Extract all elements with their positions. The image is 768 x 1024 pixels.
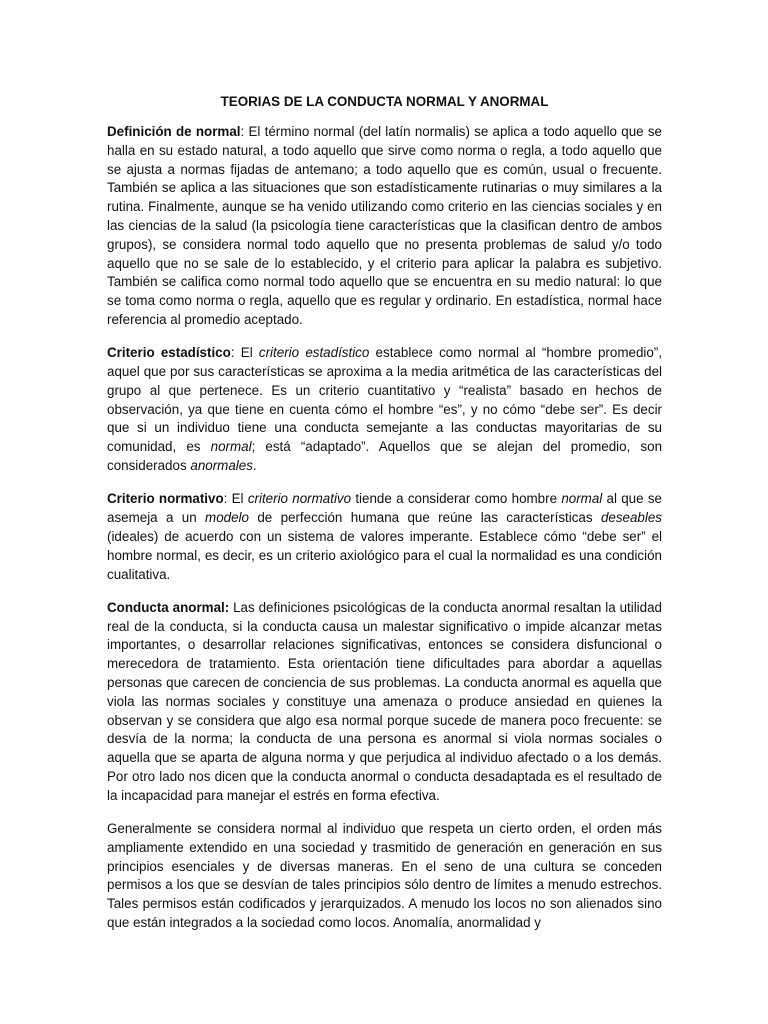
italic-term: normal xyxy=(561,491,603,507)
text-conducta-anormal: Las definiciones psicológicas de la conducta anormal resaltan la utilidad real de la conducta, si la conducta causa un malestar significativo o impide alcanzar metas importantes, o desarrollar relaciones significativas, entonces se considera disfuncional o merecedora de tratamiento. Esta orientación tiene dificultades para abordar a aquellas personas que carecen de conciencia de sus problemas. La conducta anormal es aquella que viola las normas sociales y constituye una amenaza o produce ansiedad en quienes la observan y se considera que algo esa normal porque sucede de manera poco frecuente: se desvía de la norma; la conducta de una persona es anormal si viola normas sociales o aquella que se aparta de alguna norma y que perjudica al individuo afectado o a los demás. Por otro lado nos dicen que la conducta anormal o conducta desadaptada es el resultado de la incapacidad para manejar el estrés en forma efectiva. xyxy=(107,599,662,803)
heading-criterio-normativo: Criterio normativo xyxy=(107,491,224,507)
italic-term: deseables xyxy=(600,510,663,526)
text-segment: . xyxy=(252,458,257,474)
text-segment: : El xyxy=(230,345,259,361)
text-segment: : El xyxy=(223,491,248,507)
heading-definicion-normal: Definición de normal xyxy=(107,124,241,139)
paragraph-generalmente xyxy=(107,820,662,933)
text-segment: (ideales) de acuerdo con un sistema de valores imperante. Establece cómo “debe ser” el hombre normal, es decir, es un criterio axiológico para el cual la normalidad es una condición cualitativa. xyxy=(107,528,662,582)
italic-term: anormales xyxy=(190,458,253,474)
text-segment: ; está “adaptado”. Aquellos que se alejan del promedio, son considerados xyxy=(107,439,663,474)
text-segment: tiende a considerar como hombre xyxy=(351,491,562,507)
italic-term: modelo xyxy=(205,510,249,526)
heading-conducta-anormal: Conducta anormal: xyxy=(107,599,230,615)
italic-term: normal xyxy=(210,439,252,455)
paragraph-criterio-estadistico xyxy=(107,344,662,476)
paragraph-definicion-normal xyxy=(107,123,662,330)
document-title: TEORIAS DE LA CONDUCTA NORMAL Y ANORMAL xyxy=(220,94,549,109)
text-generalmente: Generalmente se considera normal al individuo que respeta un cierto orden, el orden más ampliamente extendido en una sociedad y trasmitido de generación en generación en sus principios esenciales y de diversas maneras. En el seno de una cultura se conceden permisos a los que se desvían de tales principios sólo dentro de límites a menudo estrechos. Tales permisos están codificados y jerarquizados. A menudo los locos no son alienados sino que están integrados a la sociedad como locos. Anomalía, anormalidad y xyxy=(107,821,662,931)
italic-term: criterio normativo xyxy=(247,491,352,507)
text-segment: al que se asemeja a un xyxy=(107,491,662,526)
text-segment: establece como normal al “hombre promedio”, aquel que por sus características se aproxima a la media aritmética de las características del grupo al que pertenece. Es un criterio cuantitativo y “realista” basado en hechos de observación, ya que tiene en cuenta cómo el hombre “es”, y no cómo “debe ser”. Es decir que si un individuo tiene una conducta semejante a las conductas mayoritarias de su comunidad, es xyxy=(107,345,662,455)
text-definicion-normal: : El término normal (del latín normalis) se aplica a todo aquello que se halla en su estado natural, a todo aquello que sirve como norma o regla, a todo aquello que se ajusta a normas fijadas de antemano; a todo aquello que es común, usual o frecuente. También se aplica a las situaciones que son estadísticamente rutinarias o muy similares a la rutina. Finalmente, aunque se ha venido utilizando como criterio en las ciencias sociales y en las ciencias de la salud (la psicología tiene características que la clasifican dentro de ambos grupos), se considera normal todo aquello que no presenta problemas de salud y/o todo aquello que no se sale de lo establecido, y el criterio para aplicar la palabra es subjetivo. También se califica como normal todo aquello que se encuentra en su medio natural: lo que se toma como norma o regla, aquello que es regular y ordinario. En estadística, normal hace referencia al promedio aceptado. xyxy=(107,124,662,327)
paragraph-criterio-normativo xyxy=(107,490,662,584)
heading-criterio-estadistico: Criterio estadístico xyxy=(107,345,231,361)
italic-term: criterio estadístico xyxy=(258,345,370,361)
paragraph-conducta-anormal xyxy=(107,599,662,806)
text-segment: de perfección humana que reúne las características xyxy=(248,510,601,526)
